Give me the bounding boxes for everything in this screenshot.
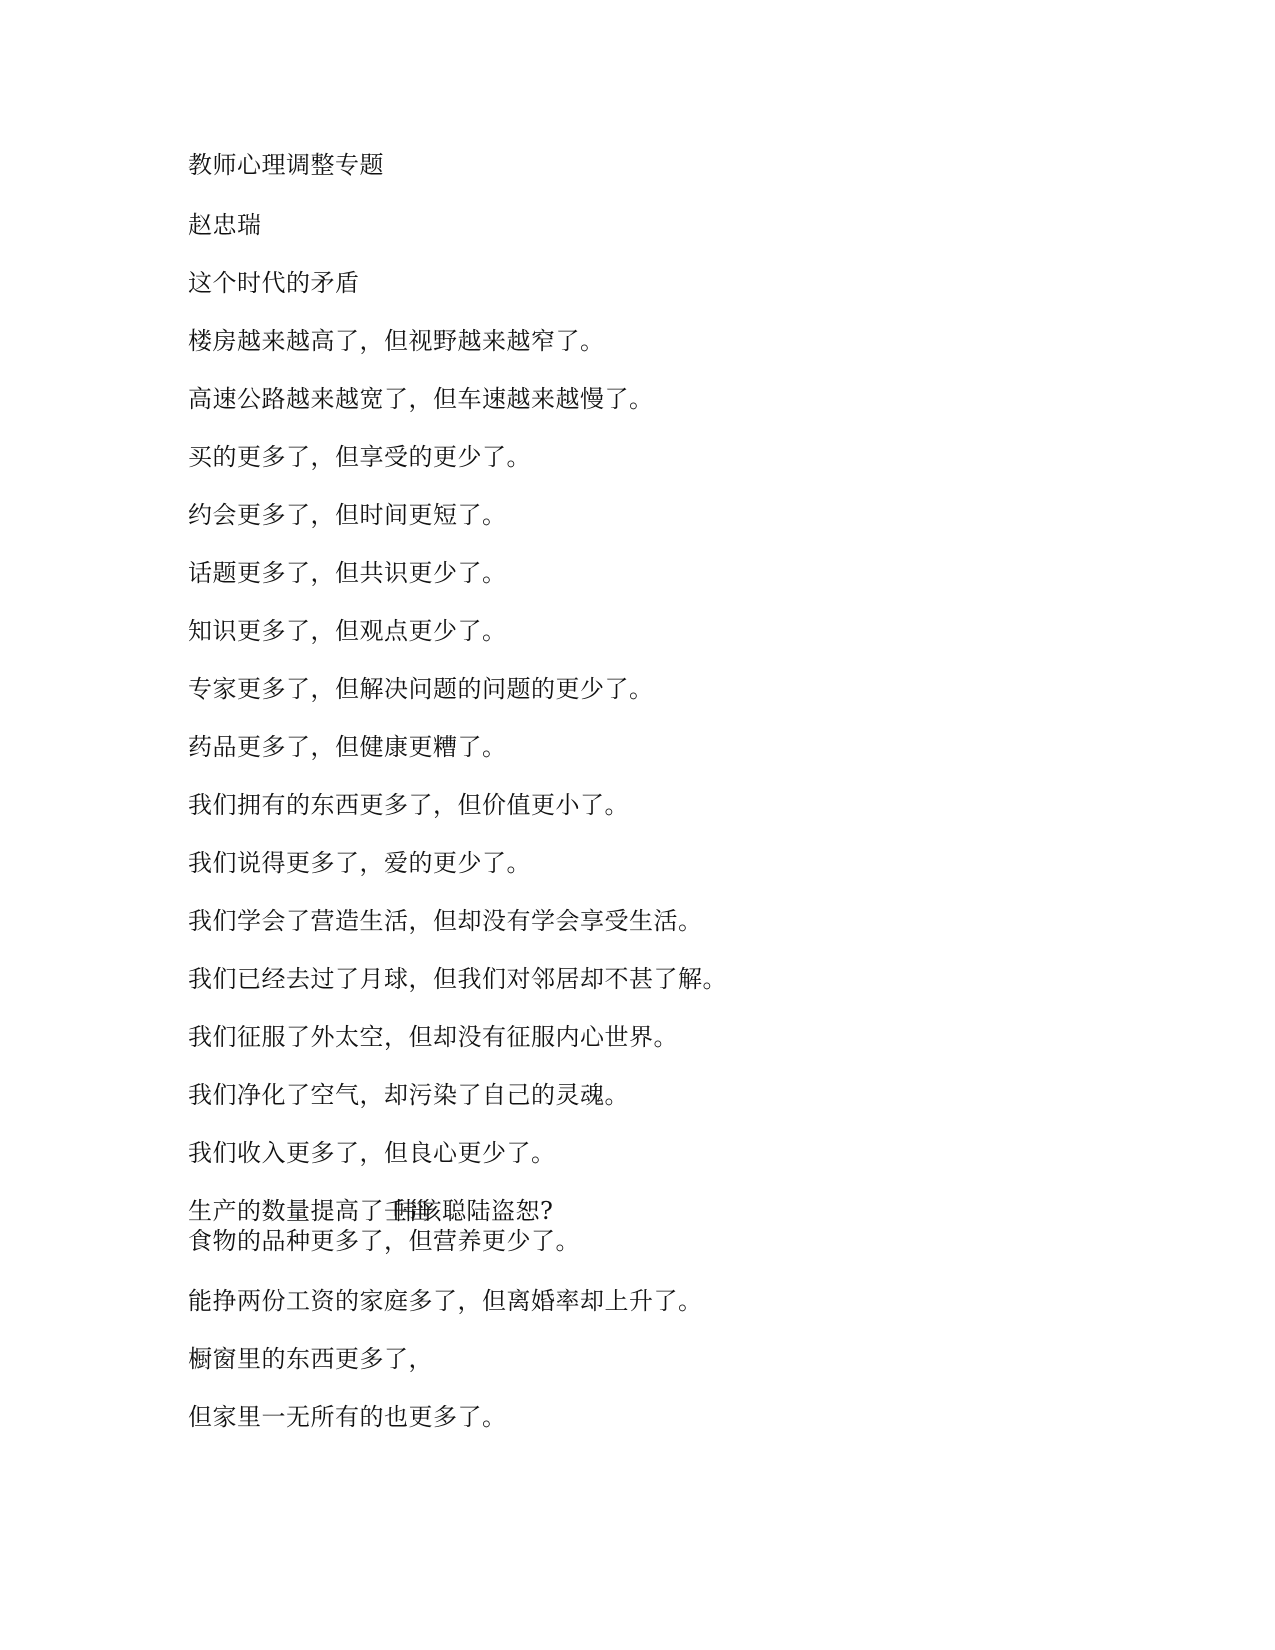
text-line: 我们净化了空气，却污染了自己的灵魂。 bbox=[188, 1081, 629, 1109]
text-line: 我们说得更多了，爱的更少了。 bbox=[188, 849, 531, 877]
section-heading: 这个时代的矛盾 bbox=[188, 269, 360, 297]
text-line: 我们学会了营造生活，但却没有学会享受生活。 bbox=[188, 907, 703, 935]
text-line: 我们征服了外太空，但却没有征服内心世界。 bbox=[188, 1023, 678, 1051]
overlapping-text-b: 帏咳聪陆盗恕? bbox=[393, 1197, 554, 1225]
text-line: 食物的品种更多了，但营养更少了。 bbox=[188, 1227, 580, 1255]
text-line: 专家更多了，但解决问题的问题的更少了。 bbox=[188, 675, 654, 703]
author-name: 赵忠瑞 bbox=[188, 211, 262, 239]
text-line: 我们已经去过了月球，但我们对邻居却不甚了解。 bbox=[188, 965, 727, 993]
text-line: 知识更多了，但观点更少了。 bbox=[188, 617, 507, 645]
text-line: 能挣两份工资的家庭多了，但离婚率却上升了。 bbox=[188, 1287, 703, 1315]
text-line: 我们收入更多了，但良心更少了。 bbox=[188, 1139, 556, 1167]
text-line: 楼房越来越高了，但视野越来越窄了。 bbox=[188, 327, 605, 355]
overlapping-text-a: 生产的数量提高了壬甾 bbox=[188, 1197, 433, 1225]
text-line: 我们拥有的东西更多了，但价值更小了。 bbox=[188, 791, 629, 819]
text-line: 但家里一无所有的也更多了。 bbox=[188, 1403, 507, 1431]
document-title: 教师心理调整专题 bbox=[188, 151, 384, 179]
text-line: 高速公路越来越宽了，但车速越来越慢了。 bbox=[188, 385, 654, 413]
text-line: 药品更多了，但健康更糟了。 bbox=[188, 733, 507, 761]
text-line: 买的更多了，但享受的更少了。 bbox=[188, 443, 531, 471]
text-line: 约会更多了，但时间更短了。 bbox=[188, 501, 507, 529]
text-line: 话题更多了，但共识更少了。 bbox=[188, 559, 507, 587]
text-line: 橱窗里的东西更多了， bbox=[188, 1345, 433, 1373]
